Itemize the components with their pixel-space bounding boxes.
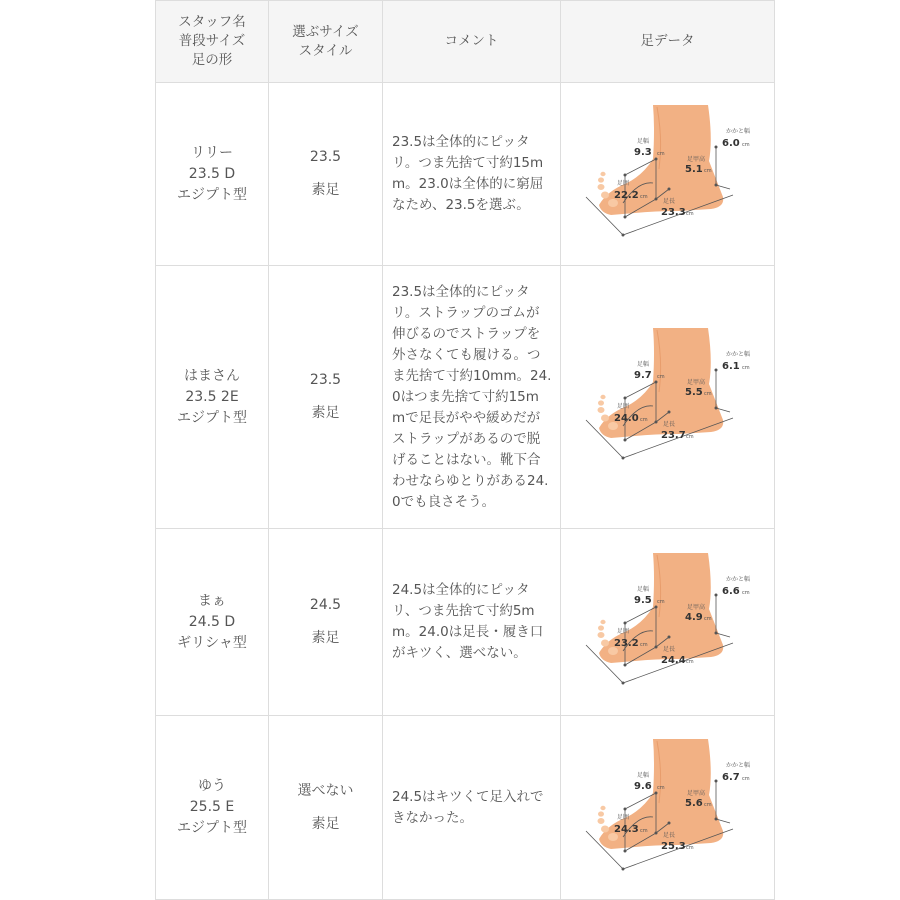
staff-usual-size: 24.5 D bbox=[188, 613, 236, 630]
instep-label: 足甲高 bbox=[686, 156, 705, 163]
size-cell bbox=[269, 716, 383, 900]
width-label: 足幅 bbox=[636, 361, 649, 368]
staff-cell bbox=[156, 529, 269, 716]
style: 素足 bbox=[311, 630, 340, 646]
foot-diagram bbox=[583, 547, 753, 697]
unit: cm bbox=[656, 784, 665, 791]
staff-usual-size: 23.5 2E bbox=[185, 388, 239, 405]
staff-foot-shape: エジプト型 bbox=[177, 186, 247, 203]
length-label: 足長 bbox=[662, 198, 675, 205]
style: 素足 bbox=[311, 182, 340, 198]
unit: cm bbox=[741, 142, 750, 148]
unit: cm bbox=[639, 417, 648, 423]
heel-value: 6.0 bbox=[721, 138, 740, 149]
heel-value: 6.6 bbox=[721, 586, 740, 597]
table-row bbox=[156, 266, 775, 529]
table-row bbox=[156, 529, 775, 716]
size-cell bbox=[269, 83, 383, 266]
girth-value: 22.2 bbox=[613, 190, 639, 201]
unit: cm bbox=[741, 590, 750, 596]
header-size-line: 選ぶサイズ bbox=[292, 23, 359, 40]
table-row bbox=[156, 83, 775, 266]
foot-diagram bbox=[583, 322, 753, 472]
girth-value: 24.0 bbox=[613, 413, 639, 424]
staff-name: まぁ bbox=[198, 592, 226, 609]
header-row bbox=[156, 1, 775, 83]
width-value: 9.3 bbox=[633, 147, 652, 158]
girth-value: 23.2 bbox=[613, 638, 639, 649]
unit: cm bbox=[703, 391, 712, 397]
staff-usual-size: 25.5 E bbox=[189, 799, 235, 815]
heel-label: かかと幅 bbox=[725, 351, 750, 358]
unit: cm bbox=[685, 211, 694, 217]
heel-label: かかと幅 bbox=[725, 576, 750, 583]
unit: cm bbox=[703, 801, 712, 808]
foot-data-cell bbox=[561, 83, 775, 266]
girth-value: 24.3 bbox=[613, 823, 639, 835]
comment-cell: 24.5は全体的にピッタリ、つま先捨て寸約5mm。24.0は足長・履き口がキツく、選べない。 bbox=[383, 529, 561, 716]
unit: cm bbox=[656, 599, 665, 605]
instep-value: 5.5 bbox=[684, 387, 703, 398]
heel-label: かかと幅 bbox=[725, 761, 750, 769]
style: 素足 bbox=[311, 815, 340, 832]
size-cell bbox=[269, 529, 383, 716]
header-staff-line: 普段サイズ bbox=[178, 33, 246, 49]
spacer bbox=[269, 168, 382, 180]
width-label: 足幅 bbox=[636, 138, 649, 145]
foot-diagram bbox=[583, 99, 753, 249]
unit: cm bbox=[639, 827, 648, 834]
unit: cm bbox=[685, 434, 694, 440]
foot-data-cell bbox=[561, 266, 775, 529]
size-cell bbox=[269, 266, 383, 529]
table-row bbox=[156, 716, 775, 900]
length-label: 足長 bbox=[662, 646, 675, 653]
staff-foot-shape: ギリシャ型 bbox=[177, 634, 247, 651]
staff-cell bbox=[156, 716, 269, 900]
unit: cm bbox=[703, 616, 712, 622]
instep-value: 5.1 bbox=[684, 164, 703, 175]
instep-value: 4.9 bbox=[684, 612, 703, 623]
comment-cell: 23.5は全体的にピッタリ。ストラップのゴムが伸びるのでストラップを外さなくても履ける。つま先捨て寸約10mm。24.0はつま先捨て寸約15mmで足長がやや緩めだがストラップがあるので脱げることはない。靴下合わせならゆとりがある24.0でも良さそう。 bbox=[383, 266, 561, 529]
spacer bbox=[269, 802, 382, 814]
chosen-size: 24.5 bbox=[309, 597, 342, 613]
staff-foot-shape: エジプト型 bbox=[177, 409, 247, 426]
foot-data-cell bbox=[561, 529, 775, 716]
width-value: 9.5 bbox=[633, 595, 652, 606]
foot-data-cell bbox=[561, 716, 775, 900]
heel-label: かかと幅 bbox=[725, 128, 750, 135]
unit: cm bbox=[741, 775, 750, 782]
length-value: 23.3 bbox=[660, 207, 686, 218]
heel-value: 6.1 bbox=[721, 361, 740, 372]
unit: cm bbox=[703, 168, 712, 174]
chosen-size: 23.5 bbox=[309, 149, 342, 165]
length-value: 23.7 bbox=[660, 430, 686, 441]
length-label: 足長 bbox=[662, 421, 675, 428]
header-staff bbox=[156, 1, 269, 83]
staff-name: はまさん bbox=[184, 367, 240, 384]
unit: cm bbox=[656, 374, 665, 380]
foot-diagram bbox=[583, 733, 753, 883]
staff-name: ゆう bbox=[198, 778, 226, 794]
girth-label: 足囲 bbox=[616, 403, 629, 410]
instep-value: 5.6 bbox=[684, 797, 703, 809]
comment-cell: 24.5はキツくて足入れできなかった。 bbox=[383, 716, 561, 900]
header-staff-line: スタッフ名 bbox=[178, 14, 246, 30]
spacer bbox=[269, 391, 382, 403]
girth-label: 足囲 bbox=[616, 628, 629, 635]
heel-value: 6.7 bbox=[721, 771, 740, 783]
girth-label: 足囲 bbox=[616, 813, 629, 821]
instep-label: 足甲高 bbox=[686, 604, 705, 611]
spacer bbox=[269, 616, 382, 628]
unit: cm bbox=[685, 659, 694, 665]
width-label: 足幅 bbox=[636, 586, 649, 593]
header-foot: 足データ bbox=[561, 1, 775, 83]
length-label: 足長 bbox=[662, 831, 675, 839]
header-size bbox=[269, 1, 383, 83]
staff-foot-shape: エジプト型 bbox=[177, 820, 247, 836]
unit: cm bbox=[639, 642, 648, 648]
header-size-line: スタイル bbox=[298, 42, 353, 59]
staff-cell bbox=[156, 83, 269, 266]
header-comment: コメント bbox=[383, 1, 561, 83]
staff-cell bbox=[156, 266, 269, 529]
width-value: 9.6 bbox=[633, 780, 652, 792]
staff-name: リリー bbox=[191, 144, 233, 161]
staff-usual-size: 23.5 D bbox=[188, 165, 236, 182]
chosen-size: 23.5 bbox=[309, 372, 342, 388]
unit: cm bbox=[639, 194, 648, 200]
length-value: 25.3 bbox=[660, 840, 686, 852]
unit: cm bbox=[685, 844, 694, 851]
size-table bbox=[155, 0, 775, 900]
instep-label: 足甲高 bbox=[686, 379, 705, 386]
chosen-size: 選べない bbox=[297, 782, 354, 799]
width-label: 足幅 bbox=[636, 771, 649, 779]
header-staff-line: 足の形 bbox=[191, 52, 233, 68]
style: 素足 bbox=[311, 405, 340, 421]
instep-label: 足甲高 bbox=[686, 789, 705, 797]
girth-label: 足囲 bbox=[616, 180, 629, 187]
comment-cell: 23.5は全体的にピッタリ。つま先捨て寸約15mm。23.0は全体的に窮屈なため、23.5を選ぶ。 bbox=[383, 83, 561, 266]
unit: cm bbox=[656, 151, 665, 157]
width-value: 9.7 bbox=[633, 370, 652, 381]
unit: cm bbox=[741, 365, 750, 371]
length-value: 24.4 bbox=[660, 655, 686, 666]
